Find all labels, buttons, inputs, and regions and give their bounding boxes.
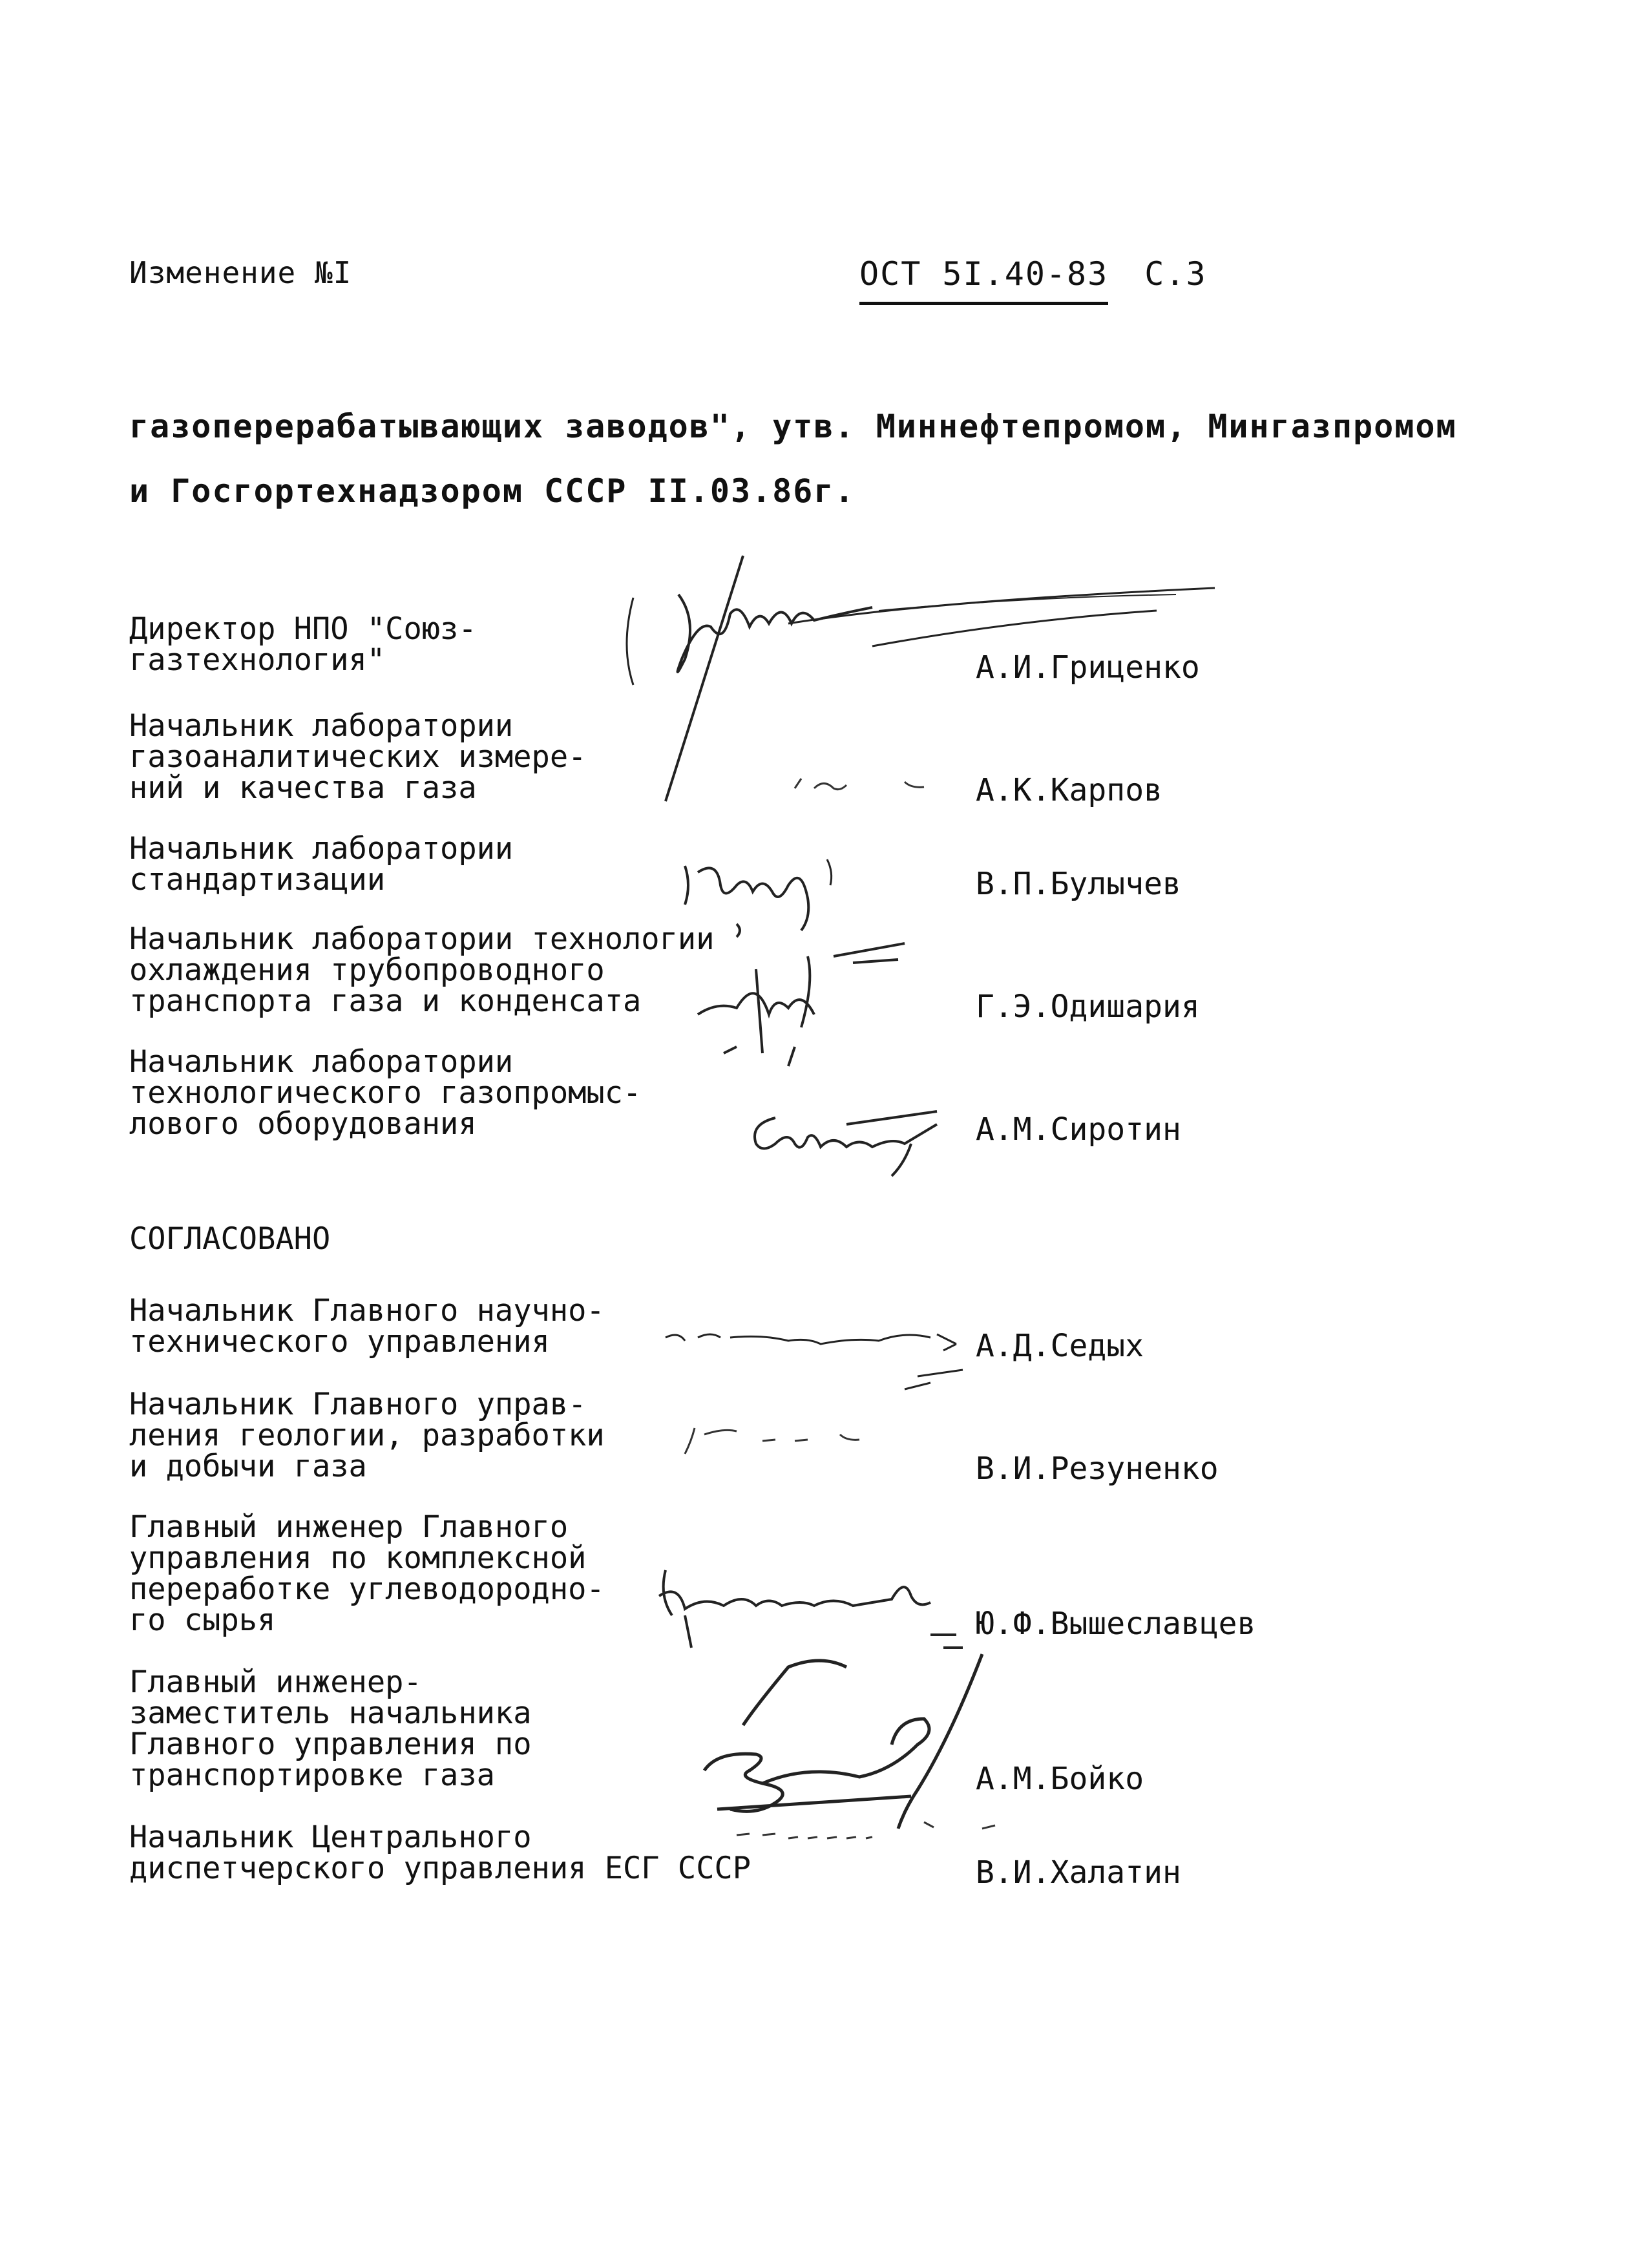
- approver-position: Начальник Центрального диспетчерского управления ЕСГ СССР: [129, 1820, 751, 1886]
- signatory-name: А.К.Карпов: [976, 772, 1162, 808]
- approver-name: В.И.Резуненко: [976, 1451, 1219, 1487]
- intro-text: [129, 394, 1457, 523]
- signatory-position: Директор НПО "Союз- газтехнология": [129, 611, 477, 678]
- agreed-heading: СОГЛАСОВАНО: [129, 1221, 331, 1257]
- signature-2: [788, 769, 937, 801]
- signatory-position: Начальник лаборатории стандартизации: [129, 831, 514, 898]
- approver-name: Ю.Ф.Вышеславцев: [976, 1606, 1256, 1642]
- standard-code: ОСТ 5I.40-83: [859, 255, 1108, 305]
- approver-name: В.И.Халатин: [976, 1854, 1181, 1891]
- change-label: Изменение №I: [129, 255, 352, 290]
- signatory-position: Начальник лаборатории технологического газопромыс- лового оборудования: [129, 1044, 642, 1142]
- header-right: [859, 255, 1207, 305]
- page-number: С.3: [1144, 255, 1207, 293]
- signatory-name: А.М.Сиротин: [976, 1111, 1181, 1148]
- approver-name: А.М.Бойко: [976, 1761, 1144, 1797]
- signature-7: [672, 1415, 879, 1467]
- signatory-name: Г.Э.Одишария: [976, 989, 1200, 1025]
- signature-9: [678, 1641, 1014, 1854]
- signature-4: [659, 918, 930, 1073]
- signatory-position: Начальник лаборатории газоаналитических измере- ний и качества газа: [129, 708, 587, 806]
- approver-position: Главный инженер- заместитель начальника Главного управления по транспортировке газа: [129, 1664, 532, 1793]
- approver-name: А.Д.Седых: [976, 1328, 1144, 1364]
- approver-position: Главный инженер Главного управления по комплексной переработке углеводородно- го сырья: [129, 1509, 605, 1638]
- signature-6: [659, 1318, 982, 1396]
- approver-position: Начальник Главного управ- ления геологии, разработки и добычи газа: [129, 1387, 605, 1484]
- signatory-position: Начальник лаборатории технологии охлаждения трубопроводного транспорта газа и конденсата: [129, 921, 715, 1019]
- signatory-name: А.И.Гриценко: [976, 649, 1200, 686]
- intro-line-1: газоперерабатывающих заводов", утв. Миннефтепромом, Мингазпромом: [129, 408, 1457, 445]
- signatory-name: В.П.Булычев: [976, 866, 1181, 902]
- intro-line-2: и Госгортехнадзором СССР II.03.86г.: [129, 472, 856, 510]
- approver-position: Начальник Главного научно- технического управления: [129, 1293, 605, 1360]
- signature-5: [737, 1098, 950, 1182]
